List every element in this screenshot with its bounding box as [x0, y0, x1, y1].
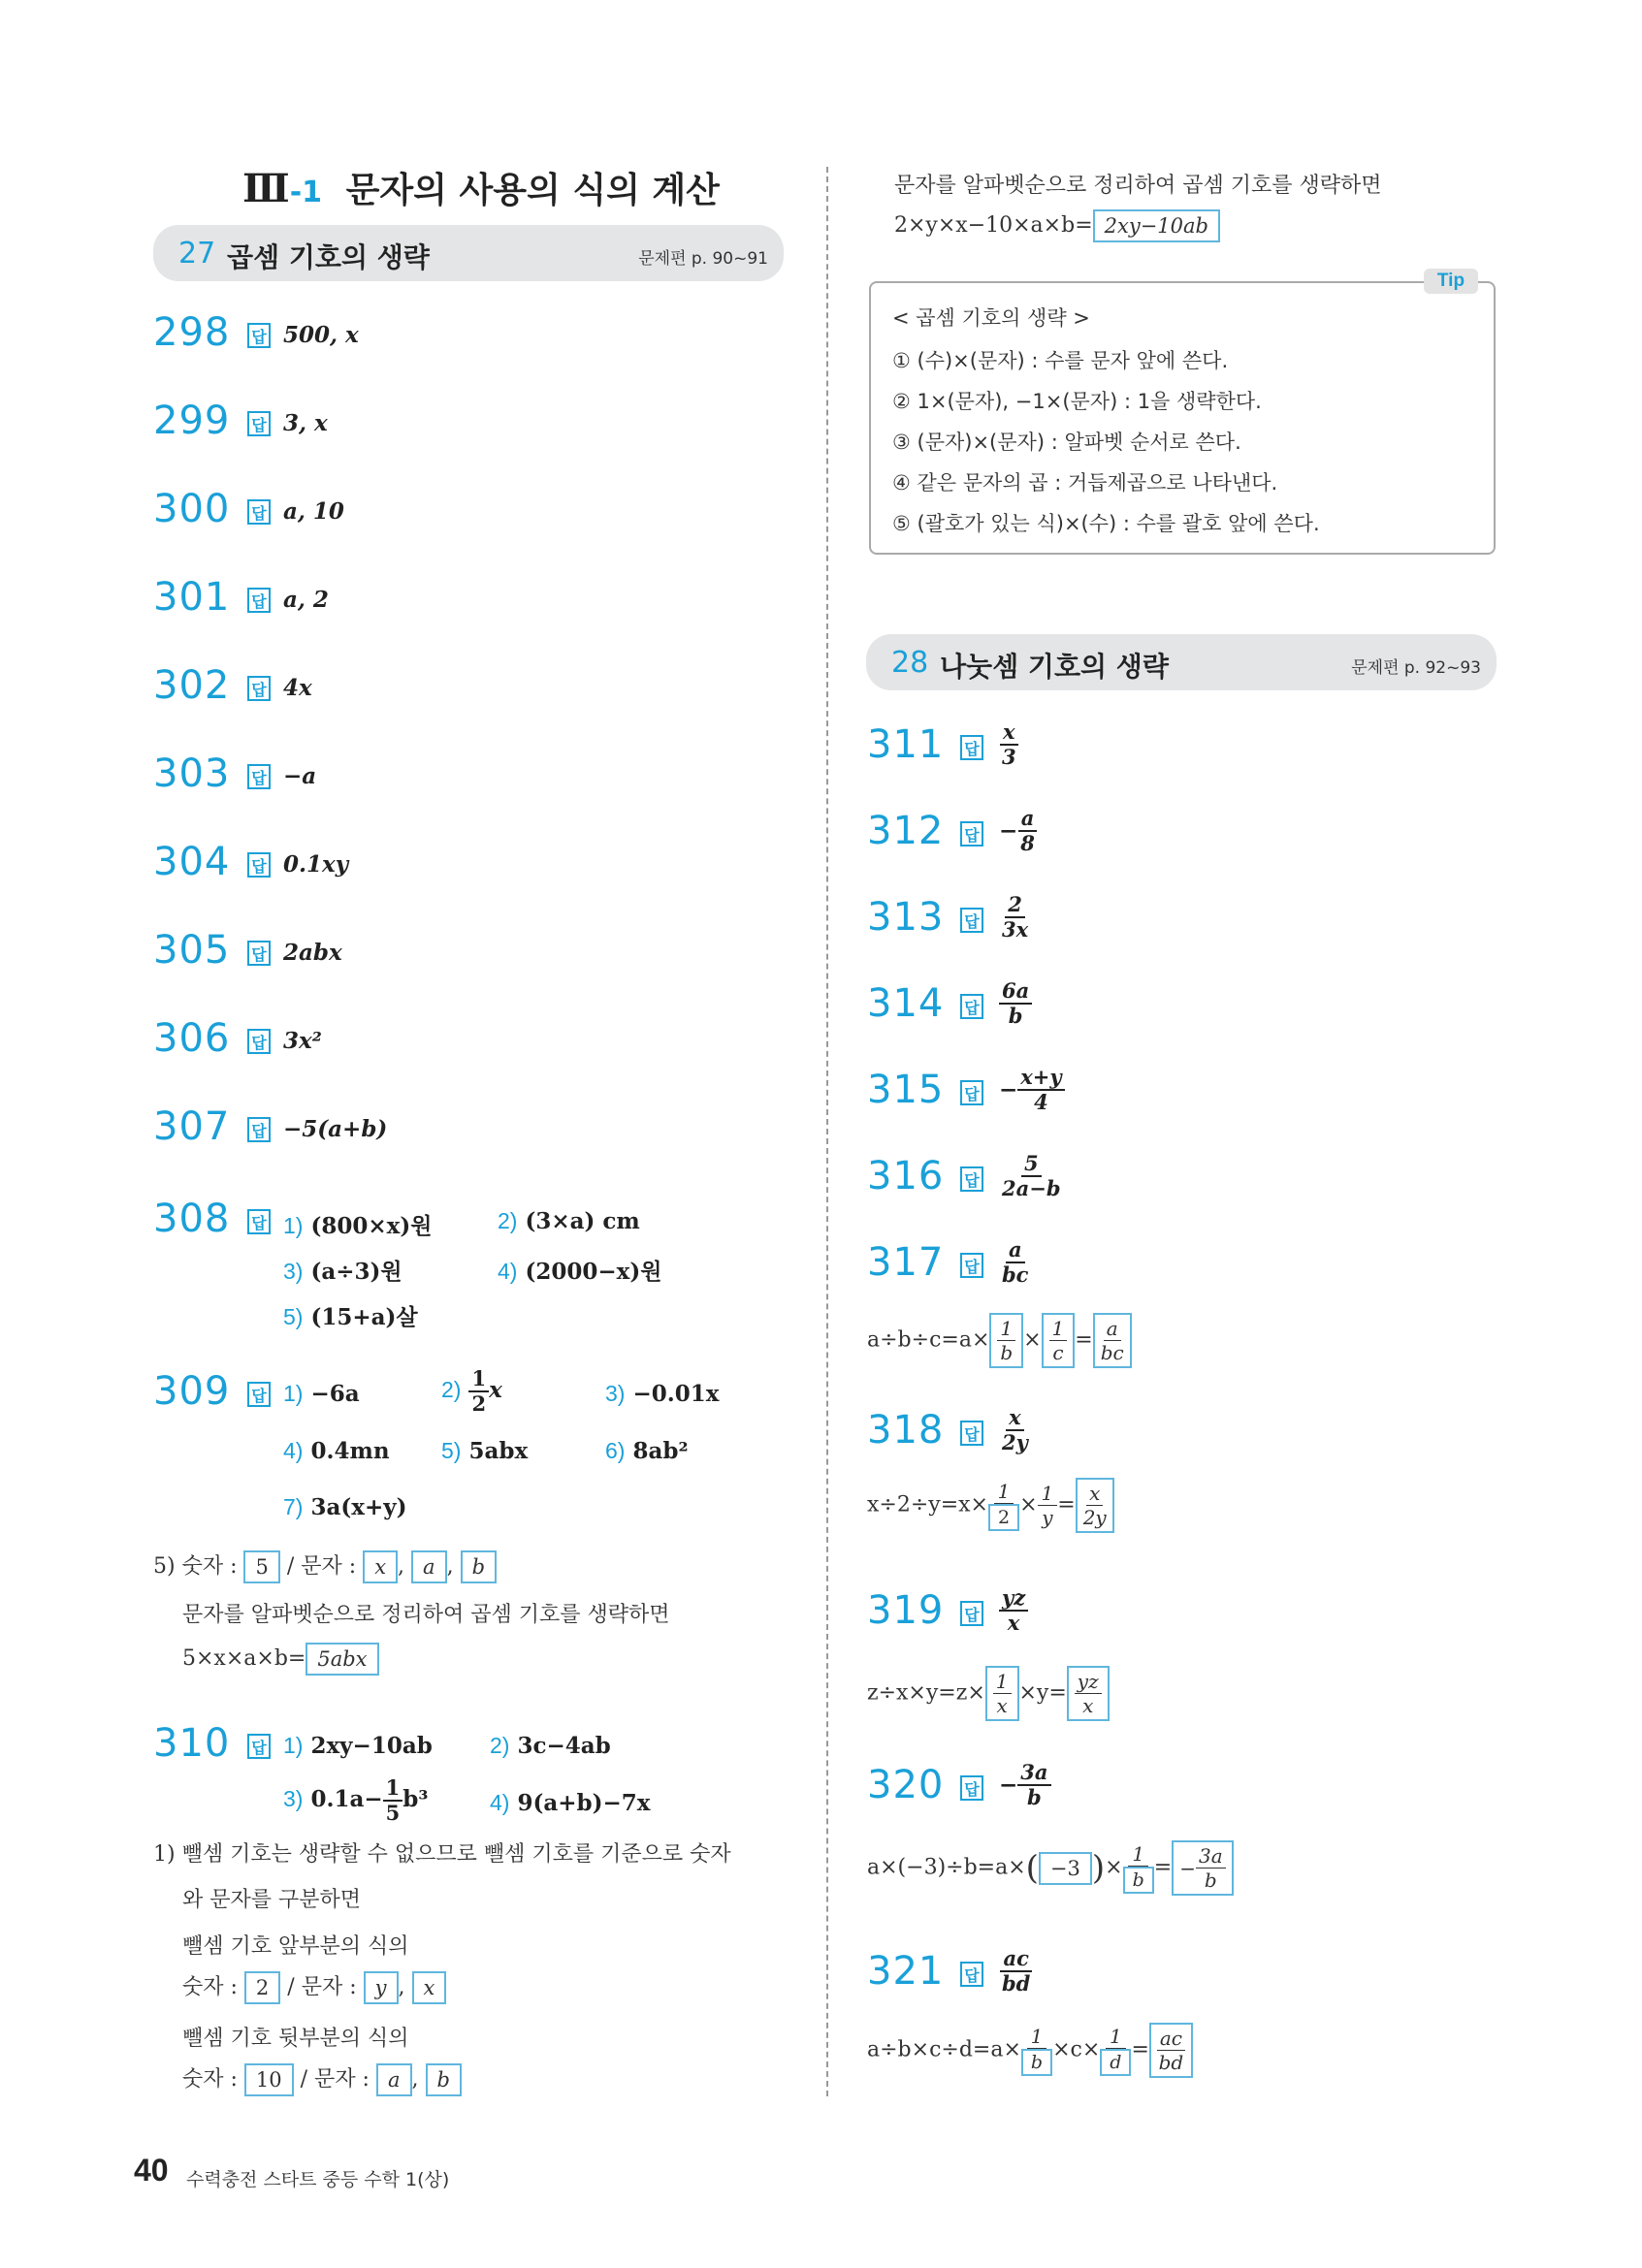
answer-badge: 답 [247, 852, 271, 878]
chapter-number: -1 [289, 176, 323, 209]
answer-fraction: $\frac{6a}{b}$ [999, 979, 1032, 1028]
answer-fraction: $\frac{2}{3x}$ [1002, 892, 1029, 942]
section-page-ref: 문제편 p. 92~93 [1351, 658, 1481, 678]
page-number: 40 [134, 2153, 169, 2188]
explanation-321: a÷b×c÷d=a× $\frac{1}{b}$ ×c× $\frac{1}{d}$ = $\frac{ac}{bd}$ [867, 2023, 1193, 2078]
answer-309-7: 7) 3a(x+y) [283, 1494, 407, 1520]
explanation-310-line4: 숫자 : 2 / 문자 : y , x [182, 1970, 446, 2004]
tip-item: ④ 같은 문자의 곱 : 거듭제곱으로 나타낸다. [892, 471, 1278, 495]
problem-number: 310 [153, 1721, 231, 1766]
answer-text: 0.1xy [283, 851, 349, 878]
section-number: 27 [178, 237, 216, 271]
answer-badge: 답 [247, 499, 271, 525]
explanation-310-line2: 와 문자를 구분하면 [182, 1888, 362, 1912]
problem-number: 313 [867, 895, 945, 940]
section-page-ref: 문제편 p. 90~91 [638, 249, 768, 269]
tip-item: ③ (문자)×(문자) : 알파벳 순서로 쓴다. [892, 431, 1241, 454]
answer-badge: 답 [247, 1209, 271, 1234]
problem-number: 299 [153, 399, 231, 443]
problem-number: 315 [867, 1068, 945, 1112]
answer-text: 3, x [283, 410, 328, 436]
answer-fraction: $\frac{yz}{x}$ [999, 1586, 1028, 1635]
answer-fraction: $\frac{ac}{bd}$ [1002, 1946, 1031, 1996]
answer-badge: 답 [247, 1734, 271, 1759]
explanation-310-line3: 뺄셈 기호 앞부분의 식의 [182, 1934, 409, 1959]
answer-badge: 답 [247, 1029, 271, 1054]
problem-number: 309 [153, 1369, 231, 1414]
continuation-line2: 2×y×x−10×a×b= 2xy−10ab [894, 209, 1220, 242]
explanation-318: x÷2÷y=x× $\frac{1}{2}$ × $\frac{1}{y}$ = $\frac{x}{2y}$ [867, 1478, 1114, 1533]
answer-fraction: $\frac{x}{2y}$ [1002, 1405, 1028, 1454]
tip-title: < 곱셈 기호의 생략 > [892, 306, 1090, 330]
answer-badge: 답 [960, 1253, 983, 1278]
answer-fraction: − $\frac{3a}{b}$ [999, 1761, 1051, 1809]
problem-number: 312 [867, 809, 945, 853]
problem-number: 300 [153, 487, 231, 531]
explanation-309-line2: 문자를 알파벳순으로 정리하여 곱셈 기호를 생략하면 [182, 1603, 670, 1627]
answer-310-4: 4) 9(a+b)−7x [490, 1790, 651, 1816]
answer-badge: 답 [247, 323, 271, 348]
answer-badge: 답 [247, 764, 271, 789]
column-divider [826, 167, 828, 2096]
problem-number: 307 [153, 1104, 231, 1149]
problem-number: 316 [867, 1154, 945, 1198]
explanation-310-line1: 1) 뺄셈 기호는 생략할 수 없으므로 뺄셈 기호를 기준으로 숫자 [153, 1842, 731, 1867]
answer-text: 4x [283, 675, 312, 701]
answer-fraction: $\frac{x}{3}$ [1002, 719, 1016, 769]
section-title: 나눗셈 기호의 생략 [940, 651, 1169, 683]
answer-309-1: 1) −6a [283, 1381, 360, 1407]
answer-badge: 답 [960, 1421, 983, 1446]
answer-309-2: 2) $\frac{1}{2}$ x [441, 1366, 502, 1416]
explanation-317: a÷b÷c=a× $\frac{1}{b}$ × $\frac{1}{c}$ = $\frac{a}{bc}$ [867, 1313, 1132, 1368]
answer-308-1: 1) (800×x)원 [283, 1213, 433, 1239]
answer-badge: 답 [247, 588, 271, 613]
problem-number: 318 [867, 1408, 945, 1453]
tip-badge: Tip [1424, 269, 1478, 294]
tip-item: ⑤ (괄호가 있는 식)×(수) : 수를 괄호 앞에 쓴다. [892, 512, 1320, 535]
answer-badge: 답 [960, 1601, 983, 1626]
answer-badge: 답 [247, 676, 271, 701]
section-number: 28 [891, 646, 929, 680]
explanation-310-line6: 숫자 : 10 / 문자 : a , b [182, 2062, 462, 2096]
tip-item: ② 1×(문자), −1×(문자) : 1을 생략한다. [892, 390, 1262, 413]
answer-text: −5(a+b) [283, 1116, 388, 1142]
answer-fraction: $\frac{a}{bc}$ [1002, 1237, 1029, 1287]
explanation-309-line1: 5) 숫자 : 5 / 문자 : x , a , b [153, 1549, 497, 1583]
problem-number: 311 [867, 722, 945, 767]
answer-text: 3x² [283, 1028, 322, 1054]
problem-number: 304 [153, 840, 231, 884]
problem-number: 306 [153, 1016, 231, 1061]
explanation-319: z÷x×y=z× $\frac{1}{x}$ ×y= $\frac{yz}{x}$ [867, 1666, 1110, 1721]
chapter-text: 문자의 사용의 식의 계산 [345, 171, 720, 210]
problem-number: 305 [153, 928, 231, 973]
problem-number: 298 [153, 310, 231, 355]
answer-310-1: 1) 2xy−10ab [283, 1733, 433, 1759]
answer-fraction: − $\frac{x+y}{4}$ [999, 1066, 1065, 1114]
answer-badge: 답 [960, 994, 983, 1019]
answer-308-2: 2) (3×a) cm [498, 1208, 640, 1234]
answer-309-5: 5) 5abx [441, 1438, 529, 1464]
problem-number: 320 [867, 1763, 945, 1807]
answer-badge: 답 [960, 1080, 983, 1105]
continuation-line1: 문자를 알파벳순으로 정리하여 곱셈 기호를 생략하면 [894, 174, 1382, 198]
answer-badge: 답 [247, 1382, 271, 1407]
answer-badge: 답 [960, 735, 983, 760]
answer-309-4: 4) 0.4mn [283, 1438, 390, 1464]
explanation-309-line3: 5×x×a×b= 5abx [182, 1643, 379, 1676]
chapter-roman: Ⅲ [242, 166, 290, 211]
problem-number: 321 [867, 1949, 945, 1994]
answer-fraction: $\frac{5}{2a-b}$ [1002, 1151, 1061, 1200]
answer-badge: 답 [960, 908, 983, 933]
answer-309-3: 3) −0.01x [605, 1381, 720, 1407]
answer-308-5: 5) (15+a)살 [283, 1304, 418, 1330]
answer-310-2: 2) 3c−4ab [490, 1733, 611, 1759]
section-title: 곱셈 기호의 생략 [227, 241, 430, 273]
answer-fraction: − $\frac{a}{8}$ [999, 807, 1038, 855]
problem-number: 302 [153, 663, 231, 708]
tip-item: ① (수)×(문자) : 수를 문자 앞에 쓴다. [892, 349, 1229, 372]
problem-number: 308 [153, 1197, 231, 1241]
answer-310-3: 3) 0.1a− $\frac{1}{5}$ b³ [283, 1775, 429, 1825]
explanation-310-line5: 뺄셈 기호 뒷부분의 식의 [182, 2027, 409, 2051]
answer-badge: 답 [960, 1166, 983, 1192]
chapter-title [242, 163, 720, 212]
problem-number: 317 [867, 1240, 945, 1285]
section-27-banner [153, 225, 784, 281]
answer-badge: 답 [960, 1962, 983, 1987]
answer-text: a, 2 [283, 587, 329, 613]
answer-badge: 답 [960, 1775, 983, 1801]
answer-308-4: 4) (2000−x)원 [498, 1259, 662, 1285]
answer-badge: 답 [247, 941, 271, 966]
answer-text: −a [283, 763, 317, 789]
answer-308-3: 3) (a÷3)원 [283, 1259, 402, 1285]
answer-text: 2abx [283, 940, 342, 966]
answer-text: a, 10 [283, 498, 344, 525]
answer-badge: 답 [960, 821, 983, 847]
problem-number: 301 [153, 575, 231, 620]
section-28-banner [866, 634, 1497, 690]
book-title: 수력충전 스타트 중등 수학 1(상) [186, 2169, 450, 2190]
problem-number: 314 [867, 981, 945, 1026]
explanation-320: a×(−3)÷b=a×( −3 )× $\frac{1}{b}$ = − $\frac{3a}{b}$ [867, 1840, 1234, 1896]
answer-309-6: 6) 8ab² [605, 1438, 689, 1464]
problem-number: 319 [867, 1588, 945, 1633]
problem-number: 303 [153, 751, 231, 796]
answer-text: 500, x [283, 322, 359, 348]
answer-badge: 답 [247, 1117, 271, 1142]
answer-badge: 답 [247, 411, 271, 436]
